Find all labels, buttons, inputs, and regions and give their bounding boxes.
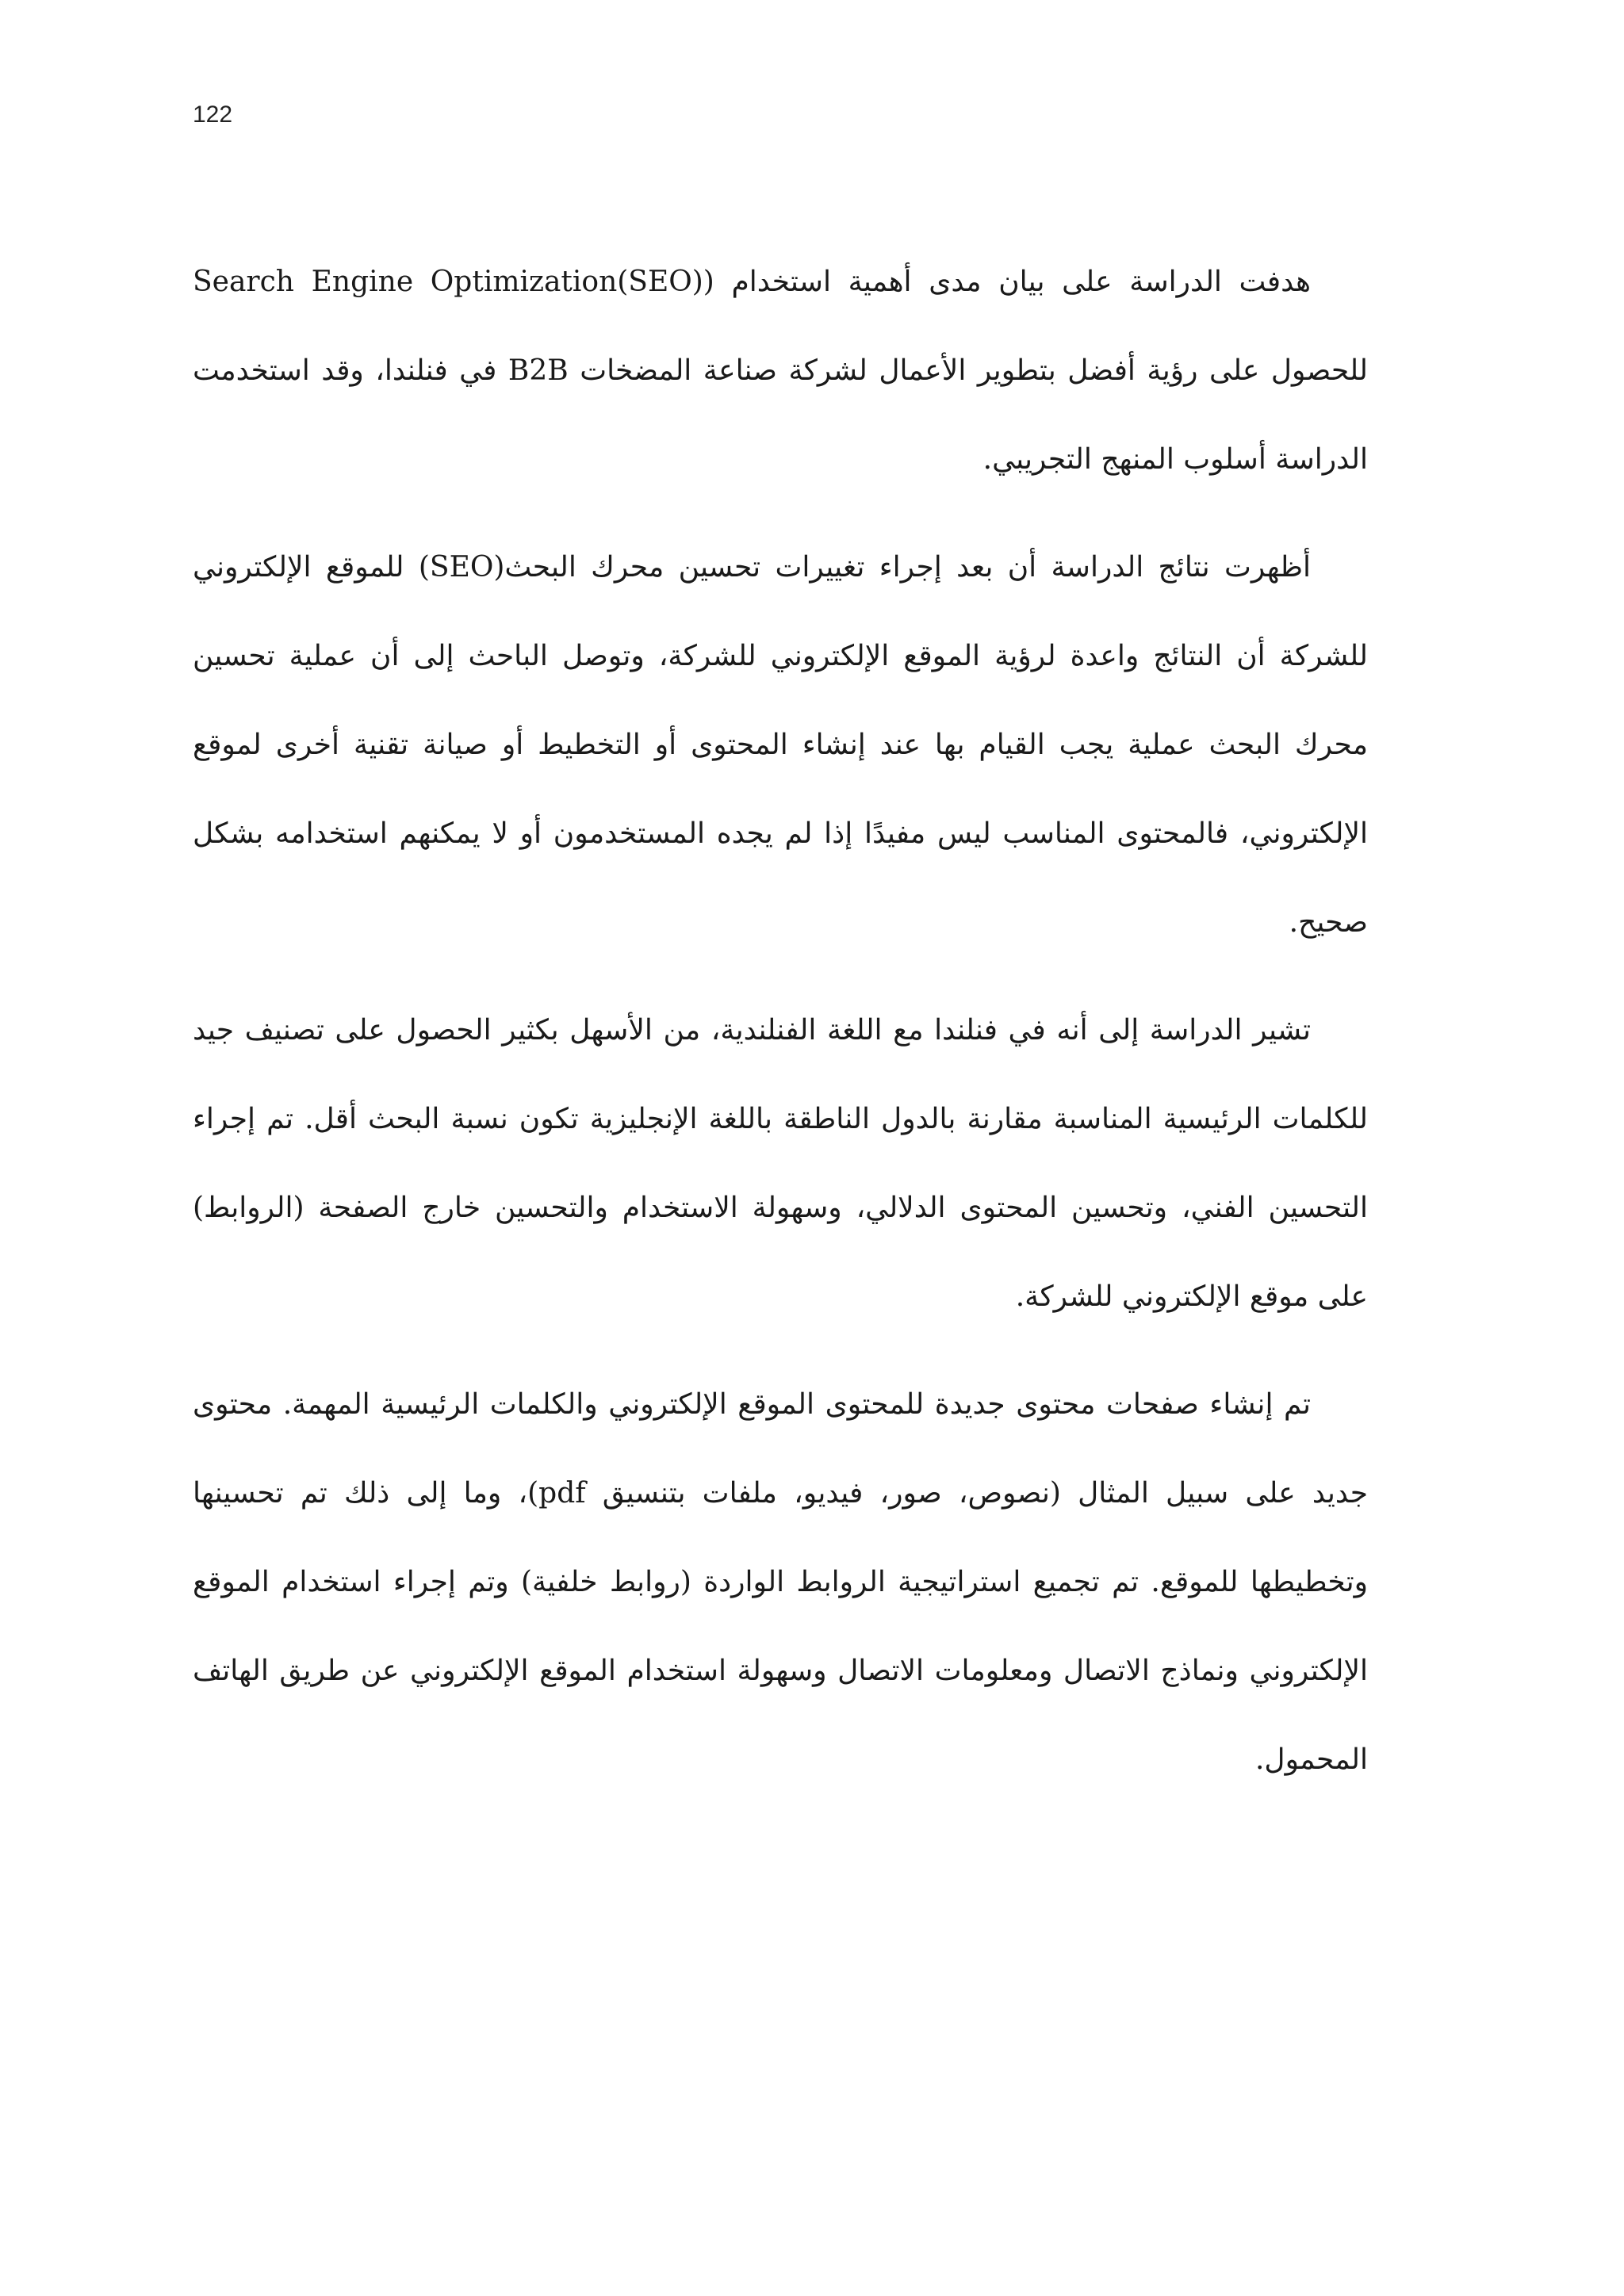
paragraph-seo-results: أظهرت نتائج الدراسة أن بعد إجراء تغييرات تحسين محرك البحث(SEO) للموقع الإلكتروني للشركة أن النتائج واعدة لرؤية الموقع الإلكتروني للشركة، وتوصل الباحث إلى أن عملية تحسين محرك البحث عملية يجب القيام بها عند إنشاء المحتوى أو التخطيط أو صيانة تقنية أخرى لموقع الإلكتروني، فالمحتوى المناسب ليس مفيدًا إذا لم يجده المستخدمون أو لا يمكنهم استخدامه بشكل صحيح. bbox=[193, 551, 1368, 939]
paragraph-content-pages: تم إنشاء صفحات محتوى جديدة للمحتوى الموقع الإلكتروني والكلمات الرئيسية المهمة. محتوى جديد على سبيل المثال (نصوص، صور، فيديو، ملفات بتنسيق pdf)، وما إلى ذلك تم تحسينها وتخطيطها للموقع. تم تجميع استراتيجية الروابط الواردة (روابط خلفية) وتم إجراء استخدام الموقع الإلكتروني ونماذج الاتصال ومعلومات الاتصال وسهولة استخدام الموقع الإلكتروني عن طريق الهاتف المحمول. bbox=[193, 1388, 1368, 1776]
page-number: 122 bbox=[193, 101, 233, 128]
document-body bbox=[193, 238, 1368, 1823]
paragraph-seo-study-aim: هدفت الدراسة على بيان مدى أهمية استخدام (Search Engine Optimization(SEO) للحصول على رؤية أفضل بتطوير الأعمال لشركة صناعة المضخات B2B في فنلندا، وقد استخدمت الدراسة أسلوب المنهج التجريبي. bbox=[193, 266, 1368, 476]
paragraph-finland-keywords: تشير الدراسة إلى أنه في فنلندا مع اللغة الفنلندية، من الأسهل بكثير الحصول على تصنيف جيد للكلمات الرئيسية المناسبة مقارنة بالدول الناطقة باللغة الإنجليزية تكون نسبة البحث أقل. تم إجراء التحسين الفني، وتحسين المحتوى الدلالي، وسهولة الاستخدام والتحسين خارج الصفحة (الروابط) على موقع الإلكتروني للشركة. bbox=[193, 1014, 1368, 1313]
